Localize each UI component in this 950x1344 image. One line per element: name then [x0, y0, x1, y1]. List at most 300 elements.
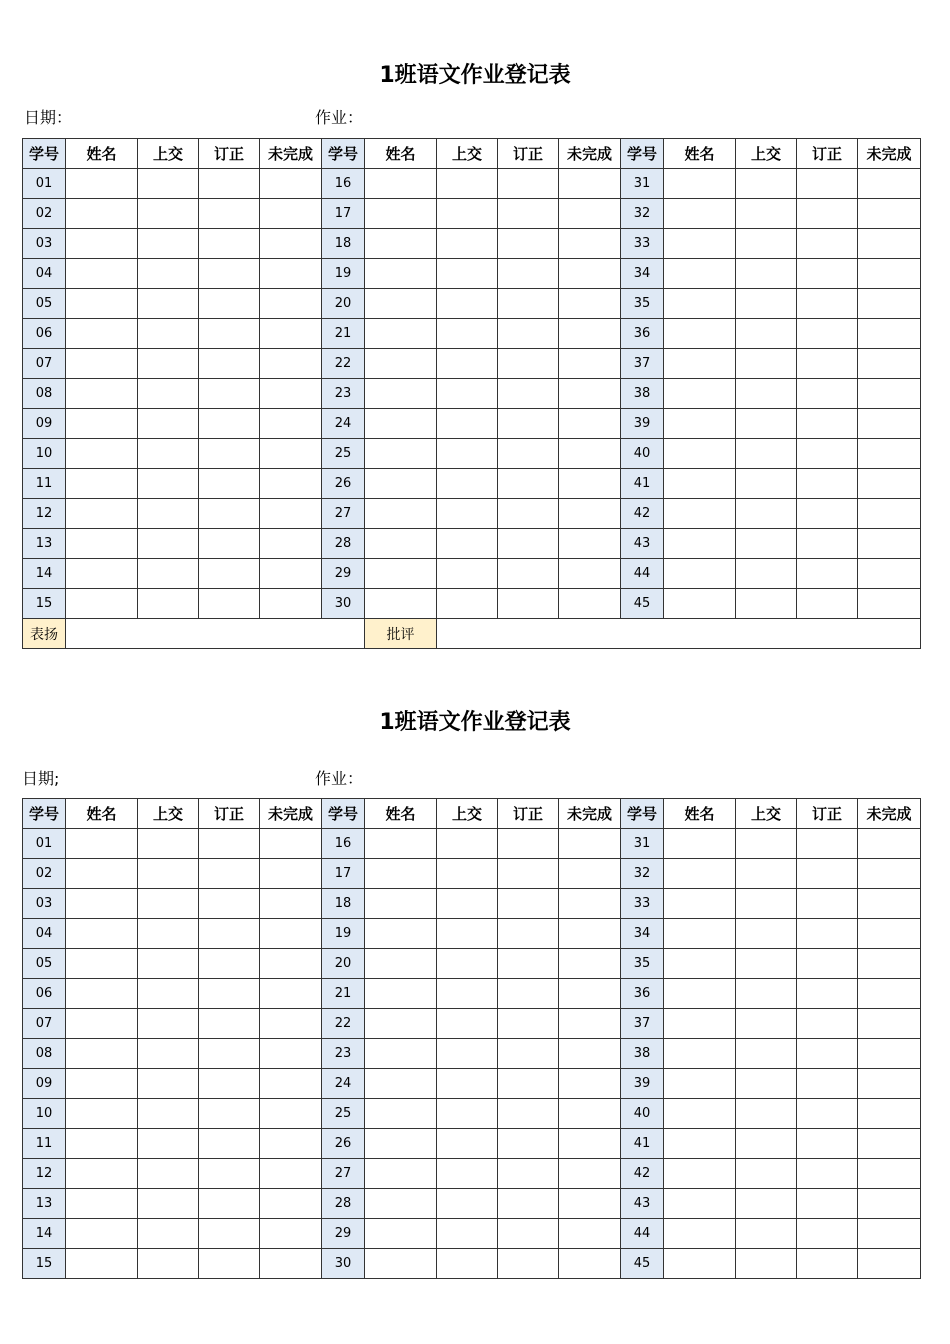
incomplete-cell[interactable] — [559, 199, 621, 229]
submitted-cell[interactable] — [437, 439, 498, 469]
name-cell[interactable] — [664, 1099, 736, 1129]
incomplete-cell[interactable] — [858, 979, 921, 1009]
corrected-cell[interactable] — [498, 499, 559, 529]
name-cell[interactable] — [365, 949, 437, 979]
corrected-cell[interactable] — [498, 559, 559, 589]
name-cell[interactable] — [664, 829, 736, 859]
submitted-cell[interactable] — [138, 469, 199, 499]
submitted-cell[interactable] — [138, 169, 199, 199]
name-cell[interactable] — [664, 949, 736, 979]
corrected-cell[interactable] — [498, 529, 559, 559]
name-cell[interactable] — [66, 829, 138, 859]
incomplete-cell[interactable] — [559, 259, 621, 289]
name-cell[interactable] — [365, 1159, 437, 1189]
name-cell[interactable] — [66, 229, 138, 259]
corrected-cell[interactable] — [199, 949, 260, 979]
submitted-cell[interactable] — [736, 919, 797, 949]
name-cell[interactable] — [365, 349, 437, 379]
name-cell[interactable] — [664, 1009, 736, 1039]
submitted-cell[interactable] — [138, 259, 199, 289]
corrected-cell[interactable] — [797, 289, 858, 319]
name-cell[interactable] — [66, 379, 138, 409]
corrected-cell[interactable] — [498, 289, 559, 319]
submitted-cell[interactable] — [138, 979, 199, 1009]
corrected-cell[interactable] — [797, 499, 858, 529]
incomplete-cell[interactable] — [559, 889, 621, 919]
name-cell[interactable] — [66, 439, 138, 469]
submitted-cell[interactable] — [138, 439, 199, 469]
submitted-cell[interactable] — [736, 1069, 797, 1099]
name-cell[interactable] — [66, 349, 138, 379]
name-cell[interactable] — [664, 559, 736, 589]
submitted-cell[interactable] — [138, 1039, 199, 1069]
corrected-cell[interactable] — [199, 499, 260, 529]
name-cell[interactable] — [66, 319, 138, 349]
name-cell[interactable] — [664, 439, 736, 469]
name-cell[interactable] — [365, 1099, 437, 1129]
name-cell[interactable] — [664, 1129, 736, 1159]
corrected-cell[interactable] — [797, 169, 858, 199]
incomplete-cell[interactable] — [858, 889, 921, 919]
corrected-cell[interactable] — [498, 259, 559, 289]
name-cell[interactable] — [664, 1159, 736, 1189]
submitted-cell[interactable] — [736, 1189, 797, 1219]
submitted-cell[interactable] — [736, 1099, 797, 1129]
submitted-cell[interactable] — [138, 949, 199, 979]
name-cell[interactable] — [66, 1009, 138, 1039]
submitted-cell[interactable] — [138, 1069, 199, 1099]
incomplete-cell[interactable] — [858, 349, 921, 379]
corrected-cell[interactable] — [199, 829, 260, 859]
corrected-cell[interactable] — [797, 829, 858, 859]
incomplete-cell[interactable] — [260, 1009, 322, 1039]
submitted-cell[interactable] — [437, 199, 498, 229]
name-cell[interactable] — [664, 169, 736, 199]
incomplete-cell[interactable] — [559, 499, 621, 529]
name-cell[interactable] — [66, 1159, 138, 1189]
submitted-cell[interactable] — [437, 1039, 498, 1069]
incomplete-cell[interactable] — [260, 1069, 322, 1099]
corrected-cell[interactable] — [797, 1219, 858, 1249]
name-cell[interactable] — [66, 259, 138, 289]
submitted-cell[interactable] — [736, 1219, 797, 1249]
name-cell[interactable] — [664, 529, 736, 559]
corrected-cell[interactable] — [797, 349, 858, 379]
submitted-cell[interactable] — [437, 1129, 498, 1159]
incomplete-cell[interactable] — [858, 379, 921, 409]
submitted-cell[interactable] — [437, 229, 498, 259]
submitted-cell[interactable] — [736, 829, 797, 859]
submitted-cell[interactable] — [437, 319, 498, 349]
submitted-cell[interactable] — [138, 829, 199, 859]
incomplete-cell[interactable] — [260, 439, 322, 469]
incomplete-cell[interactable] — [260, 319, 322, 349]
corrected-cell[interactable] — [199, 979, 260, 1009]
name-cell[interactable] — [365, 1189, 437, 1219]
incomplete-cell[interactable] — [858, 1189, 921, 1219]
corrected-cell[interactable] — [199, 1129, 260, 1159]
corrected-cell[interactable] — [797, 559, 858, 589]
name-cell[interactable] — [66, 559, 138, 589]
corrected-cell[interactable] — [199, 1159, 260, 1189]
submitted-cell[interactable] — [138, 229, 199, 259]
name-cell[interactable] — [365, 199, 437, 229]
corrected-cell[interactable] — [199, 319, 260, 349]
name-cell[interactable] — [664, 349, 736, 379]
corrected-cell[interactable] — [498, 319, 559, 349]
name-cell[interactable] — [365, 169, 437, 199]
submitted-cell[interactable] — [437, 889, 498, 919]
corrected-cell[interactable] — [498, 349, 559, 379]
incomplete-cell[interactable] — [858, 1249, 921, 1279]
incomplete-cell[interactable] — [260, 1039, 322, 1069]
incomplete-cell[interactable] — [559, 1159, 621, 1189]
corrected-cell[interactable] — [498, 829, 559, 859]
corrected-cell[interactable] — [199, 469, 260, 499]
corrected-cell[interactable] — [199, 1219, 260, 1249]
corrected-cell[interactable] — [797, 859, 858, 889]
name-cell[interactable] — [365, 229, 437, 259]
name-cell[interactable] — [664, 919, 736, 949]
incomplete-cell[interactable] — [559, 229, 621, 259]
incomplete-cell[interactable] — [858, 1039, 921, 1069]
incomplete-cell[interactable] — [260, 199, 322, 229]
incomplete-cell[interactable] — [260, 1249, 322, 1279]
submitted-cell[interactable] — [138, 409, 199, 439]
corrected-cell[interactable] — [199, 859, 260, 889]
name-cell[interactable] — [365, 469, 437, 499]
corrected-cell[interactable] — [498, 379, 559, 409]
submitted-cell[interactable] — [437, 1159, 498, 1189]
name-cell[interactable] — [664, 1039, 736, 1069]
submitted-cell[interactable] — [437, 919, 498, 949]
corrected-cell[interactable] — [797, 379, 858, 409]
submitted-cell[interactable] — [138, 1219, 199, 1249]
name-cell[interactable] — [365, 439, 437, 469]
corrected-cell[interactable] — [199, 379, 260, 409]
submitted-cell[interactable] — [736, 529, 797, 559]
incomplete-cell[interactable] — [858, 829, 921, 859]
incomplete-cell[interactable] — [858, 229, 921, 259]
submitted-cell[interactable] — [437, 589, 498, 619]
submitted-cell[interactable] — [138, 349, 199, 379]
name-cell[interactable] — [365, 499, 437, 529]
name-cell[interactable] — [365, 1039, 437, 1069]
incomplete-cell[interactable] — [559, 469, 621, 499]
submitted-cell[interactable] — [736, 859, 797, 889]
incomplete-cell[interactable] — [858, 1219, 921, 1249]
submitted-cell[interactable] — [736, 349, 797, 379]
name-cell[interactable] — [664, 589, 736, 619]
name-cell[interactable] — [365, 1249, 437, 1279]
submitted-cell[interactable] — [437, 499, 498, 529]
corrected-cell[interactable] — [797, 889, 858, 919]
name-cell[interactable] — [66, 919, 138, 949]
submitted-cell[interactable] — [736, 199, 797, 229]
incomplete-cell[interactable] — [858, 1099, 921, 1129]
corrected-cell[interactable] — [498, 1129, 559, 1159]
incomplete-cell[interactable] — [858, 439, 921, 469]
corrected-cell[interactable] — [199, 589, 260, 619]
submitted-cell[interactable] — [736, 949, 797, 979]
corrected-cell[interactable] — [199, 1189, 260, 1219]
submitted-cell[interactable] — [138, 289, 199, 319]
name-cell[interactable] — [664, 199, 736, 229]
submitted-cell[interactable] — [138, 199, 199, 229]
incomplete-cell[interactable] — [260, 379, 322, 409]
submitted-cell[interactable] — [736, 1249, 797, 1279]
incomplete-cell[interactable] — [559, 1249, 621, 1279]
corrected-cell[interactable] — [199, 169, 260, 199]
corrected-cell[interactable] — [498, 949, 559, 979]
submitted-cell[interactable] — [736, 259, 797, 289]
incomplete-cell[interactable] — [260, 169, 322, 199]
incomplete-cell[interactable] — [559, 979, 621, 1009]
incomplete-cell[interactable] — [559, 319, 621, 349]
submitted-cell[interactable] — [437, 1219, 498, 1249]
corrected-cell[interactable] — [797, 409, 858, 439]
incomplete-cell[interactable] — [260, 529, 322, 559]
corrected-cell[interactable] — [797, 979, 858, 1009]
submitted-cell[interactable] — [138, 859, 199, 889]
corrected-cell[interactable] — [498, 1069, 559, 1099]
submitted-cell[interactable] — [437, 979, 498, 1009]
incomplete-cell[interactable] — [858, 1129, 921, 1159]
corrected-cell[interactable] — [797, 259, 858, 289]
submitted-cell[interactable] — [736, 889, 797, 919]
corrected-cell[interactable] — [498, 409, 559, 439]
incomplete-cell[interactable] — [559, 1039, 621, 1069]
incomplete-cell[interactable] — [858, 409, 921, 439]
name-cell[interactable] — [365, 889, 437, 919]
name-cell[interactable] — [664, 319, 736, 349]
incomplete-cell[interactable] — [559, 1069, 621, 1099]
incomplete-cell[interactable] — [260, 949, 322, 979]
submitted-cell[interactable] — [437, 259, 498, 289]
incomplete-cell[interactable] — [858, 559, 921, 589]
name-cell[interactable] — [664, 469, 736, 499]
submitted-cell[interactable] — [138, 529, 199, 559]
incomplete-cell[interactable] — [260, 889, 322, 919]
corrected-cell[interactable] — [797, 1039, 858, 1069]
name-cell[interactable] — [365, 829, 437, 859]
name-cell[interactable] — [365, 1009, 437, 1039]
name-cell[interactable] — [365, 289, 437, 319]
name-cell[interactable] — [66, 409, 138, 439]
submitted-cell[interactable] — [437, 1069, 498, 1099]
incomplete-cell[interactable] — [559, 1189, 621, 1219]
name-cell[interactable] — [365, 259, 437, 289]
submitted-cell[interactable] — [736, 379, 797, 409]
corrected-cell[interactable] — [199, 199, 260, 229]
corrected-cell[interactable] — [199, 1009, 260, 1039]
corrected-cell[interactable] — [797, 1069, 858, 1099]
submitted-cell[interactable] — [138, 1159, 199, 1189]
incomplete-cell[interactable] — [559, 529, 621, 559]
submitted-cell[interactable] — [138, 1249, 199, 1279]
corrected-cell[interactable] — [797, 1099, 858, 1129]
incomplete-cell[interactable] — [559, 379, 621, 409]
incomplete-cell[interactable] — [260, 229, 322, 259]
corrected-cell[interactable] — [797, 1009, 858, 1039]
name-cell[interactable] — [664, 289, 736, 319]
incomplete-cell[interactable] — [559, 1219, 621, 1249]
submitted-cell[interactable] — [437, 349, 498, 379]
corrected-cell[interactable] — [498, 439, 559, 469]
name-cell[interactable] — [66, 1189, 138, 1219]
corrected-cell[interactable] — [498, 1189, 559, 1219]
incomplete-cell[interactable] — [260, 289, 322, 319]
corrected-cell[interactable] — [797, 439, 858, 469]
submitted-cell[interactable] — [138, 919, 199, 949]
submitted-cell[interactable] — [736, 469, 797, 499]
incomplete-cell[interactable] — [559, 289, 621, 319]
submitted-cell[interactable] — [437, 1099, 498, 1129]
incomplete-cell[interactable] — [858, 469, 921, 499]
corrected-cell[interactable] — [498, 1219, 559, 1249]
name-cell[interactable] — [664, 379, 736, 409]
incomplete-cell[interactable] — [559, 349, 621, 379]
submitted-cell[interactable] — [437, 289, 498, 319]
incomplete-cell[interactable] — [858, 859, 921, 889]
corrected-cell[interactable] — [797, 319, 858, 349]
name-cell[interactable] — [365, 319, 437, 349]
name-cell[interactable] — [66, 1249, 138, 1279]
corrected-cell[interactable] — [199, 259, 260, 289]
incomplete-cell[interactable] — [559, 949, 621, 979]
name-cell[interactable] — [664, 1249, 736, 1279]
incomplete-cell[interactable] — [858, 199, 921, 229]
incomplete-cell[interactable] — [858, 259, 921, 289]
submitted-cell[interactable] — [437, 829, 498, 859]
submitted-cell[interactable] — [736, 319, 797, 349]
corrected-cell[interactable] — [199, 289, 260, 319]
name-cell[interactable] — [365, 859, 437, 889]
submitted-cell[interactable] — [736, 169, 797, 199]
corrected-cell[interactable] — [199, 1249, 260, 1279]
incomplete-cell[interactable] — [260, 1129, 322, 1159]
corrected-cell[interactable] — [797, 589, 858, 619]
corrected-cell[interactable] — [199, 229, 260, 259]
name-cell[interactable] — [66, 1219, 138, 1249]
name-cell[interactable] — [664, 889, 736, 919]
name-cell[interactable] — [66, 589, 138, 619]
incomplete-cell[interactable] — [858, 589, 921, 619]
corrected-cell[interactable] — [797, 1159, 858, 1189]
submitted-cell[interactable] — [138, 319, 199, 349]
submitted-cell[interactable] — [736, 589, 797, 619]
incomplete-cell[interactable] — [858, 289, 921, 319]
name-cell[interactable] — [365, 979, 437, 1009]
name-cell[interactable] — [664, 259, 736, 289]
incomplete-cell[interactable] — [858, 1159, 921, 1189]
name-cell[interactable] — [66, 1039, 138, 1069]
corrected-cell[interactable] — [199, 919, 260, 949]
corrected-cell[interactable] — [498, 469, 559, 499]
submitted-cell[interactable] — [736, 979, 797, 1009]
incomplete-cell[interactable] — [858, 499, 921, 529]
submitted-cell[interactable] — [437, 469, 498, 499]
name-cell[interactable] — [66, 1129, 138, 1159]
submitted-cell[interactable] — [437, 1189, 498, 1219]
corrected-cell[interactable] — [498, 1039, 559, 1069]
corrected-cell[interactable] — [199, 1069, 260, 1099]
corrected-cell[interactable] — [797, 949, 858, 979]
incomplete-cell[interactable] — [559, 1099, 621, 1129]
corrected-cell[interactable] — [498, 589, 559, 619]
name-cell[interactable] — [365, 559, 437, 589]
corrected-cell[interactable] — [498, 1099, 559, 1129]
incomplete-cell[interactable] — [559, 409, 621, 439]
name-cell[interactable] — [365, 379, 437, 409]
name-cell[interactable] — [66, 859, 138, 889]
incomplete-cell[interactable] — [858, 529, 921, 559]
criticism-field[interactable] — [437, 619, 921, 649]
submitted-cell[interactable] — [138, 379, 199, 409]
corrected-cell[interactable] — [498, 169, 559, 199]
incomplete-cell[interactable] — [260, 919, 322, 949]
corrected-cell[interactable] — [199, 559, 260, 589]
submitted-cell[interactable] — [138, 1009, 199, 1039]
corrected-cell[interactable] — [199, 439, 260, 469]
submitted-cell[interactable] — [736, 409, 797, 439]
submitted-cell[interactable] — [437, 949, 498, 979]
corrected-cell[interactable] — [498, 1159, 559, 1189]
submitted-cell[interactable] — [736, 559, 797, 589]
corrected-cell[interactable] — [498, 979, 559, 1009]
submitted-cell[interactable] — [437, 379, 498, 409]
submitted-cell[interactable] — [736, 439, 797, 469]
incomplete-cell[interactable] — [260, 469, 322, 499]
submitted-cell[interactable] — [736, 499, 797, 529]
incomplete-cell[interactable] — [559, 589, 621, 619]
corrected-cell[interactable] — [797, 199, 858, 229]
name-cell[interactable] — [664, 1219, 736, 1249]
submitted-cell[interactable] — [437, 859, 498, 889]
name-cell[interactable] — [365, 1219, 437, 1249]
corrected-cell[interactable] — [797, 1249, 858, 1279]
submitted-cell[interactable] — [138, 499, 199, 529]
incomplete-cell[interactable] — [260, 1159, 322, 1189]
name-cell[interactable] — [66, 1069, 138, 1099]
submitted-cell[interactable] — [736, 1159, 797, 1189]
incomplete-cell[interactable] — [260, 829, 322, 859]
incomplete-cell[interactable] — [559, 559, 621, 589]
name-cell[interactable] — [66, 499, 138, 529]
submitted-cell[interactable] — [138, 889, 199, 919]
incomplete-cell[interactable] — [559, 1009, 621, 1039]
corrected-cell[interactable] — [199, 889, 260, 919]
corrected-cell[interactable] — [498, 859, 559, 889]
incomplete-cell[interactable] — [858, 949, 921, 979]
name-cell[interactable] — [365, 529, 437, 559]
corrected-cell[interactable] — [498, 1249, 559, 1279]
corrected-cell[interactable] — [199, 1099, 260, 1129]
submitted-cell[interactable] — [736, 1129, 797, 1159]
name-cell[interactable] — [66, 979, 138, 1009]
name-cell[interactable] — [66, 949, 138, 979]
incomplete-cell[interactable] — [260, 1219, 322, 1249]
submitted-cell[interactable] — [437, 1249, 498, 1279]
name-cell[interactable] — [664, 859, 736, 889]
name-cell[interactable] — [664, 1069, 736, 1099]
name-cell[interactable] — [664, 979, 736, 1009]
incomplete-cell[interactable] — [260, 1189, 322, 1219]
name-cell[interactable] — [664, 409, 736, 439]
incomplete-cell[interactable] — [559, 919, 621, 949]
submitted-cell[interactable] — [138, 1189, 199, 1219]
name-cell[interactable] — [66, 199, 138, 229]
